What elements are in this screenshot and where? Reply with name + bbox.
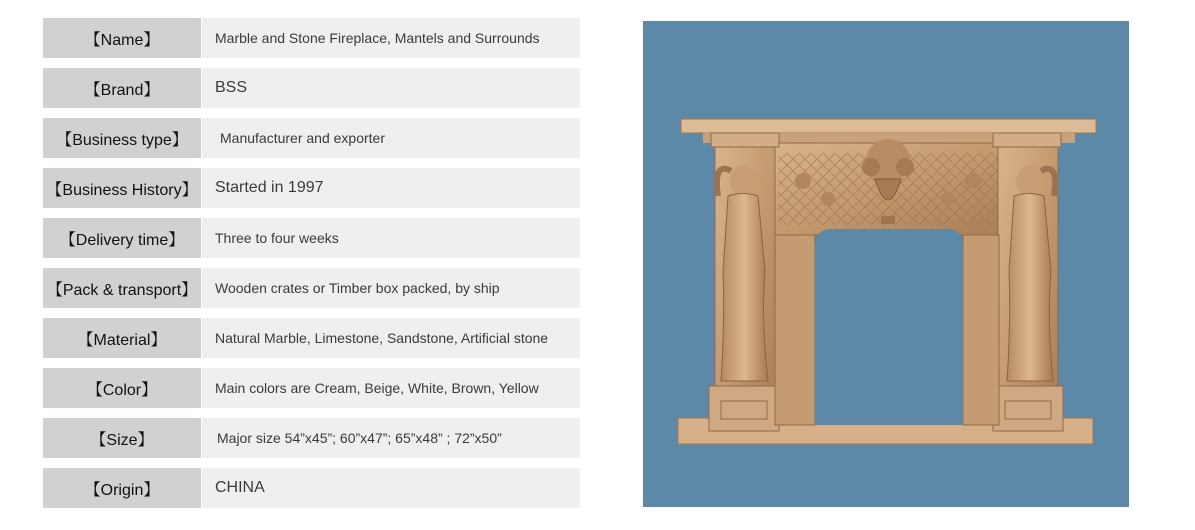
spec-label: 【Delivery time】 (43, 218, 201, 258)
spec-value: Manufacturer and exporter (202, 118, 580, 158)
spec-label: 【Size】 (43, 418, 201, 458)
spec-row-size (43, 418, 580, 458)
spec-label: 【Material】 (43, 318, 201, 358)
fireplace-icon (643, 21, 1129, 507)
spec-value: Major size 54”x45”; 60”x47”; 65”x48” ; 72”x50” (202, 418, 580, 458)
spec-label: 【Color】 (43, 368, 201, 408)
spec-row-material (43, 318, 580, 358)
spec-row-brand (43, 68, 580, 108)
spec-row-origin (43, 468, 580, 508)
spec-row-color (43, 368, 580, 408)
spec-label: 【Pack & transport】 (43, 268, 201, 308)
spec-row-business-type (43, 118, 580, 158)
spec-label: 【Name】 (43, 18, 201, 58)
spec-value: Wooden crates or Timber box packed, by ship (202, 268, 580, 308)
spec-value: Main colors are Cream, Beige, White, Brown, Yellow (202, 368, 580, 408)
spec-row-name (43, 18, 580, 58)
spec-row-pack-transport (43, 268, 580, 308)
spec-value: BSS (202, 68, 580, 108)
spec-value: Started in 1997 (202, 168, 580, 208)
spec-row-delivery-time (43, 218, 580, 258)
spec-table (43, 18, 580, 518)
spec-value: CHINA (202, 468, 580, 508)
spec-label: 【Brand】 (43, 68, 201, 108)
spec-label: 【Business History】 (43, 168, 201, 208)
spec-row-business-history (43, 168, 580, 208)
spec-label: 【Origin】 (43, 468, 201, 508)
spec-value: Three to four weeks (202, 218, 580, 258)
spec-value: Natural Marble, Limestone, Sandstone, Artificial stone (202, 318, 580, 358)
spec-label: 【Business type】 (43, 118, 201, 158)
fireplace-photo (643, 21, 1129, 507)
spec-value: Marble and Stone Fireplace, Mantels and Surrounds (202, 18, 580, 58)
